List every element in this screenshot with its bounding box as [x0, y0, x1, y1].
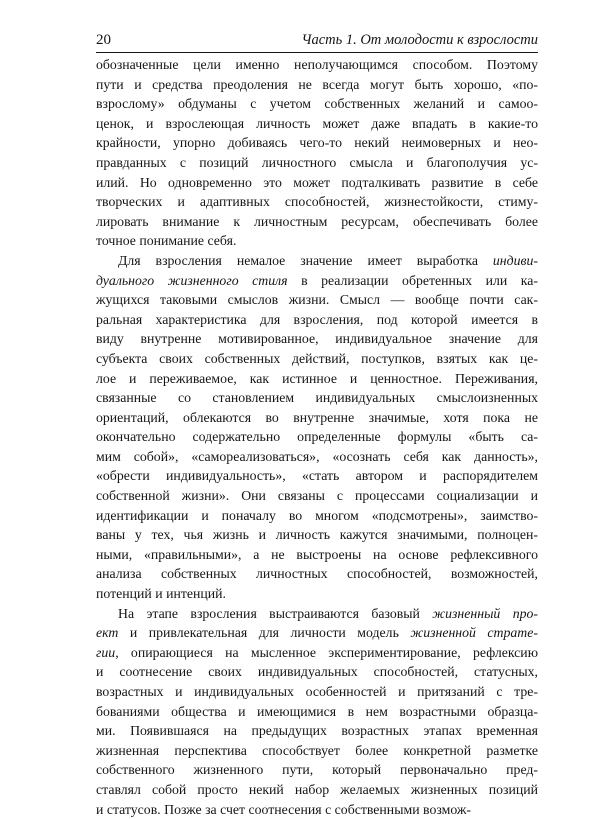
page-number: 20: [96, 32, 111, 48]
text-run: и статусов. Позже за счет соотнесения с собственными возмож-: [96, 801, 472, 817]
text-line: [96, 427, 538, 447]
text-line: [96, 369, 538, 389]
text-run: собственной жизни». Они связаны с процессами социализации и: [96, 488, 538, 504]
text-line: [96, 584, 538, 604]
text-run: творческих и адаптивных способностей, жизнестойкости, стиму-: [96, 194, 538, 210]
text-line: [96, 506, 538, 526]
text-run: ми. Появившаяся на предыдущих возрастных этапах временная: [96, 723, 538, 739]
text-line: [96, 133, 538, 153]
text-run: бованиями общества и имеющимися в нем возрастными образца-: [96, 703, 538, 719]
running-head-title: Часть 1. От молодости к взрослости: [301, 32, 538, 48]
text-line: [96, 271, 538, 291]
text-line: [96, 721, 538, 741]
text-run: ставлял собой просто некий набор желаемых жизненных позиций: [96, 781, 538, 797]
text-run: и привлекательная для личности модель: [118, 625, 411, 641]
text-run: потенций и интенций.: [96, 586, 226, 602]
text-run: лое и переживаемое, как истинное и ценностное. Переживания,: [96, 370, 538, 386]
text-run: субъекта своих собственных действий, поступков, взятых как це-: [96, 350, 538, 366]
text-run: жизненная перспектива способствует более конкретной разметке: [96, 742, 538, 758]
text-run: крайности, упорно добиваясь чего-то некий неимоверных и нео-: [96, 135, 538, 151]
text-run: идентификации и поначалу во многом «подсмотрены», заимство-: [96, 507, 538, 523]
text-run: ными, «правильными», а не выстроены на основе рефлексивного: [96, 546, 538, 562]
text-line: [96, 466, 538, 486]
text-line: [96, 251, 538, 271]
paragraph: [96, 604, 538, 819]
text-run: лировать внимание к личностным ресурсам, обеспечивать более: [96, 213, 538, 229]
text-run: обозначенные цели именно неполучающимся способом. Поэтому: [96, 57, 538, 72]
text-run: Для взросления немалое значение имеет выработка: [118, 252, 493, 268]
page-header: [96, 30, 538, 52]
paragraph: [96, 55, 538, 251]
text-line: [96, 525, 538, 545]
text-run: пути и средства преодоления не всегда могут быть хорошо, «по-: [96, 76, 538, 92]
text-line: [96, 388, 538, 408]
text-line: [96, 310, 538, 330]
text-run: ориентаций, облекаются во внутренне значимые, хотя пока не: [96, 409, 538, 425]
text-line: [96, 623, 538, 643]
text-run: ральная характеристика для взросления, под которой имеется в: [96, 311, 538, 327]
italic-term: гии: [96, 644, 116, 660]
text-line: [96, 741, 538, 761]
text-line: [96, 349, 538, 369]
text-line: [96, 290, 538, 310]
text-line: [96, 212, 538, 232]
text-run: правданных с позиций личностного смысла и благополучия ус-: [96, 154, 538, 170]
text-line: [96, 173, 538, 193]
text-line: [96, 447, 538, 467]
text-run: На этапе взросления выстраиваются базовый: [118, 605, 433, 621]
text-line: [96, 545, 538, 565]
text-line: [96, 780, 538, 800]
text-run: в реализации обретенных или ка-: [287, 272, 538, 288]
text-run: связанные со становлением индивидуальных смыслоизненных: [96, 390, 538, 406]
text-line: [96, 329, 538, 349]
text-run: собственного жизненного пути, который первоначально пред-: [96, 762, 538, 778]
text-line: [96, 564, 538, 584]
italic-term: ект: [96, 625, 119, 641]
text-line: [96, 114, 538, 134]
text-line: [96, 604, 538, 624]
text-line: [96, 682, 538, 702]
italic-term: жизненный про-: [432, 605, 538, 621]
text-run: виду внутренне мотивированное, индивидуальное значение для: [96, 331, 538, 347]
text-line: [96, 231, 538, 251]
text-run: мим собой», «самореализоваться», «осознать себя как данность»,: [96, 448, 538, 464]
text-line: [96, 643, 538, 663]
text-run: «обрести индивидуальность», «стать автором и распорядителем: [96, 468, 538, 484]
text-run: ценок, и взрослеющая личность может даже впадать в какие-то: [96, 115, 538, 131]
text-line: [96, 153, 538, 173]
text-run: , опирающиеся на мысленное экспериментирование, рефлексию: [115, 644, 538, 660]
italic-term: жизненной страте-: [410, 625, 538, 641]
text-run: анализа собственных личностных способностей, возможностей,: [96, 566, 538, 582]
text-run: возрастных и индивидуальных особенностей и притязаний с тре-: [96, 684, 538, 699]
text-run: взрослому» обдуманы с учетом собственных желаний и самоо-: [96, 96, 538, 112]
italic-term: индиви-: [492, 252, 538, 268]
text-line: [96, 800, 538, 819]
italic-term: дуального жизненного стиля: [96, 272, 288, 288]
text-run: точное понимание себя.: [96, 233, 237, 249]
text-run: окончательно содержательно определенные формулы «быть са-: [96, 429, 538, 445]
text-line: [96, 702, 538, 722]
text-line: [96, 408, 538, 428]
body-text: [96, 55, 538, 819]
text-line: [96, 55, 538, 75]
text-run: илий. Но одновременно это может подталкивать развитие в себе: [96, 174, 538, 190]
text-run: жущихся таковыми смыслов жизни. Смысл — вообще почти сак-: [96, 292, 538, 308]
text-line: [96, 94, 538, 114]
text-line: [96, 75, 538, 95]
text-line: [96, 760, 538, 780]
header-rule: [96, 52, 538, 53]
text-run: и соотнесение своих индивидуальных способностей, статусных,: [96, 664, 538, 680]
paragraph: [96, 251, 538, 604]
text-run: ваны у тех, чья жизнь и личность кажутся значимыми, полноцен-: [96, 527, 538, 543]
text-line: [96, 486, 538, 506]
text-line: [96, 192, 538, 212]
text-line: [96, 662, 538, 682]
